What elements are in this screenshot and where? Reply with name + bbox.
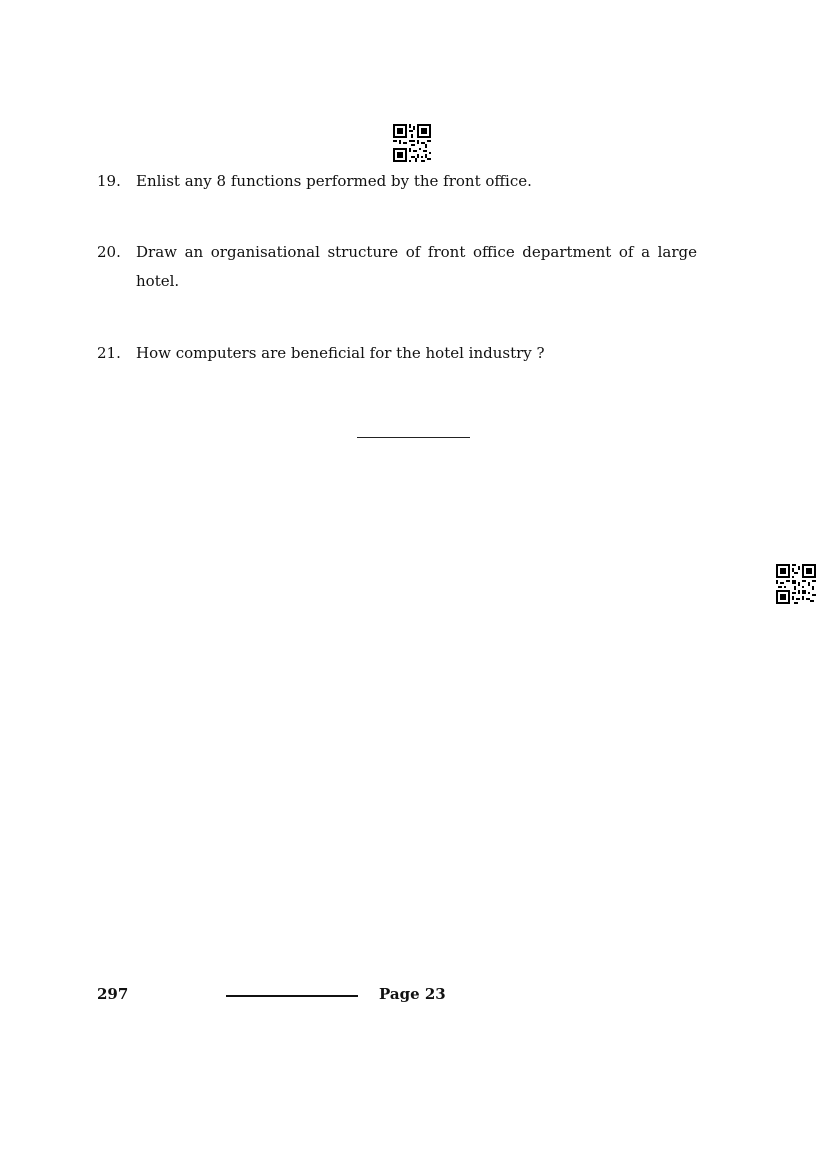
qr-code-icon: [393, 124, 431, 162]
question-19: [97, 167, 697, 196]
paper-code: 297: [97, 985, 129, 1003]
qr-code-icon: [776, 564, 816, 604]
question-21: [97, 339, 697, 368]
question-text: Draw an organisational structure of front office department of a large hotel.: [136, 243, 697, 290]
question-text: How computers are beneficial for the hotel industry ?: [136, 344, 545, 362]
question-20: [97, 238, 697, 296]
question-text: Enlist any 8 functions performed by the front office.: [136, 172, 532, 190]
footer-divider: [226, 995, 358, 997]
question-number: 19.: [97, 172, 121, 190]
question-number: 20.: [97, 243, 121, 261]
page-number: Page 23: [379, 985, 446, 1003]
end-of-paper-divider: [357, 437, 470, 438]
question-number: 21.: [97, 344, 121, 362]
